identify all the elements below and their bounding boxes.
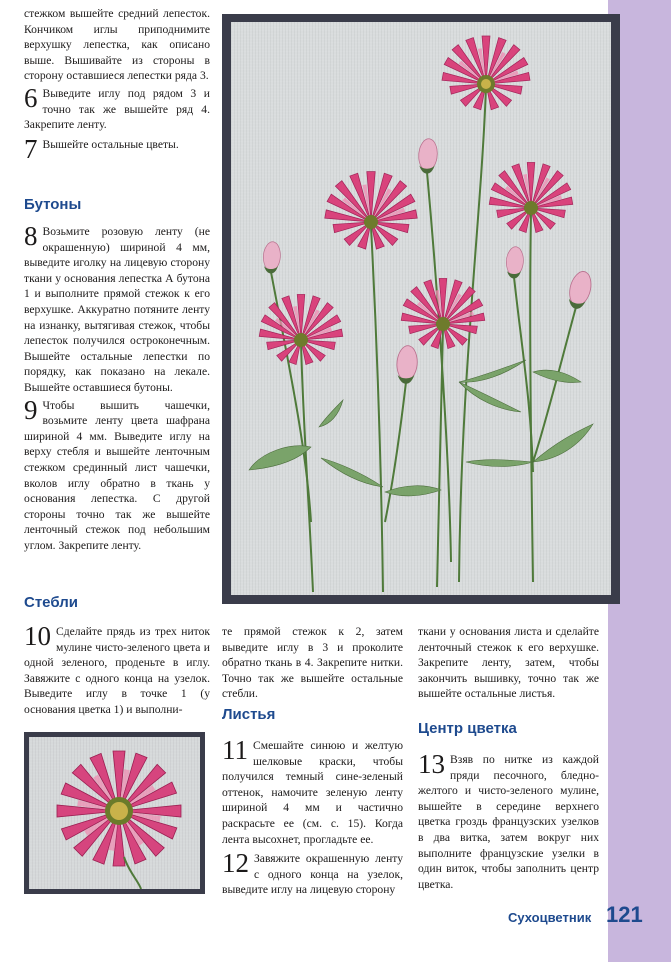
footer-section-name: Сухоцветник <box>508 910 592 925</box>
step-number: 8 <box>24 221 38 251</box>
column-3-leaves-cont <box>418 624 599 702</box>
heading-leaves: Листья <box>222 706 276 723</box>
step-number: 9 <box>24 394 38 425</box>
intro-paragraph: стежком вышейте средний лепесток. Кончиком иглы приподнимите верхушку лепестка, как описано выше. Вышивайте из стороны в сторону оставшиеся лепестки ряда 3. <box>24 7 210 83</box>
embroidery-flowers-illustration <box>231 22 611 595</box>
step-number: 6 <box>24 82 38 113</box>
step-8 <box>24 221 210 396</box>
step-number: 11 <box>222 735 248 765</box>
fabric-background <box>29 737 200 889</box>
heading-flower-center: Центр цветка <box>418 720 517 737</box>
step-number: 7 <box>24 133 38 164</box>
step-9 <box>24 394 210 554</box>
column-2-leaves <box>222 735 403 898</box>
step-6 <box>24 82 210 133</box>
step-text: Возьмите розовую ленту (не окрашенную) шириной 4 мм, выведите иголку на лицевую сторону ткани у основания лепестка А бутона 1 и выполните прямой стежок к его верхушке. Аккуратно потяните ленту на изнанку, вытягивая стежок, чтобы лепесток получился остроконечным. Вышейте остальные лепестки по порядку, как показано на лекале. Вышейте оставшиеся бутоны. <box>24 225 210 394</box>
step-text: Смешайте синюю и желтую шелковые краски, чтобы получился темный сине-зеленый оттенок, намочите зеленую ленту шириной 4 мм и частично раскрасьте ее (см. с. 15). Когда лента высохнет, прогладьте ее. <box>222 739 403 846</box>
step-number: 12 <box>222 848 249 879</box>
page-number: 121 <box>606 902 643 927</box>
step-text: Сделайте прядь из трех ниток мулине чисто-зеленого цвета и одной зеленого, проденьте в иглу. Завяжите с одного конца на узелок. Выведите иглу в точке 1 (у основания цветка 1) и выполни- <box>24 625 210 716</box>
step-7 <box>24 133 210 164</box>
stems-continued: те прямой стежок к 2, затем выведите иглу в 3 и проколите обратно ткань в 4. Закрепите нитки. Точно так же вышейте остальные стебли. <box>222 625 403 701</box>
step-text: Чтобы вышить чашечки, возьмите ленту цвета шафрана шириной 4 мм. Выведите иглу на верху стебля и вышейте ленточным стежком срединный лист чашечки, вколов иглу обратно в ткань у основания лепестка. С другой стороны точно так же вышейте ленточный стежок под небольшим углом. Закрепите ленту. <box>24 398 210 552</box>
column-2-stems-cont <box>222 624 403 702</box>
fabric-background <box>231 22 611 595</box>
flower-closeup-photo <box>24 732 205 894</box>
column-1-top <box>24 6 210 164</box>
column-3-center <box>418 749 599 892</box>
step-text: Выведите иглу под рядом 3 и точно так же вышейте ряд 4. Закрепите ленту. <box>24 86 210 132</box>
step-11 <box>222 735 403 847</box>
heading-stems: Стебли <box>24 594 78 611</box>
step-number: 10 <box>24 621 51 651</box>
step-text: Завяжите окрашенную ленту с одного конца на узелок, выведите иглу на лицевую сторону <box>222 852 403 897</box>
column-1-stems <box>24 621 210 718</box>
step-text: Вышейте остальные цветы. <box>42 137 179 151</box>
step-text: Взяв по нитке из каждой пряди песочного, бледно-желтого и чисто-зеленого мулине, вышейте в середине верхнего цветка гроздь французских узелков в два витка, затем вокруг них выполните французские узелки в один виток, чтобы заполнить центр цветка. <box>418 753 599 891</box>
closeup-flower-illustration <box>29 737 200 889</box>
heading-buds: Бутоны <box>24 196 82 213</box>
step-10 <box>24 621 210 718</box>
leaves-continued: ткани у основания листа и сделайте ленточный стежок к его верхушке. Закрепите ленту, затем, чтобы закончить вышивку, точно так же вышейте остальные листья. <box>418 625 599 701</box>
step-12 <box>222 848 403 898</box>
column-1-buds <box>24 221 210 553</box>
step-number: 13 <box>418 749 445 779</box>
step-13 <box>418 749 599 892</box>
embroidery-photo <box>222 14 620 604</box>
